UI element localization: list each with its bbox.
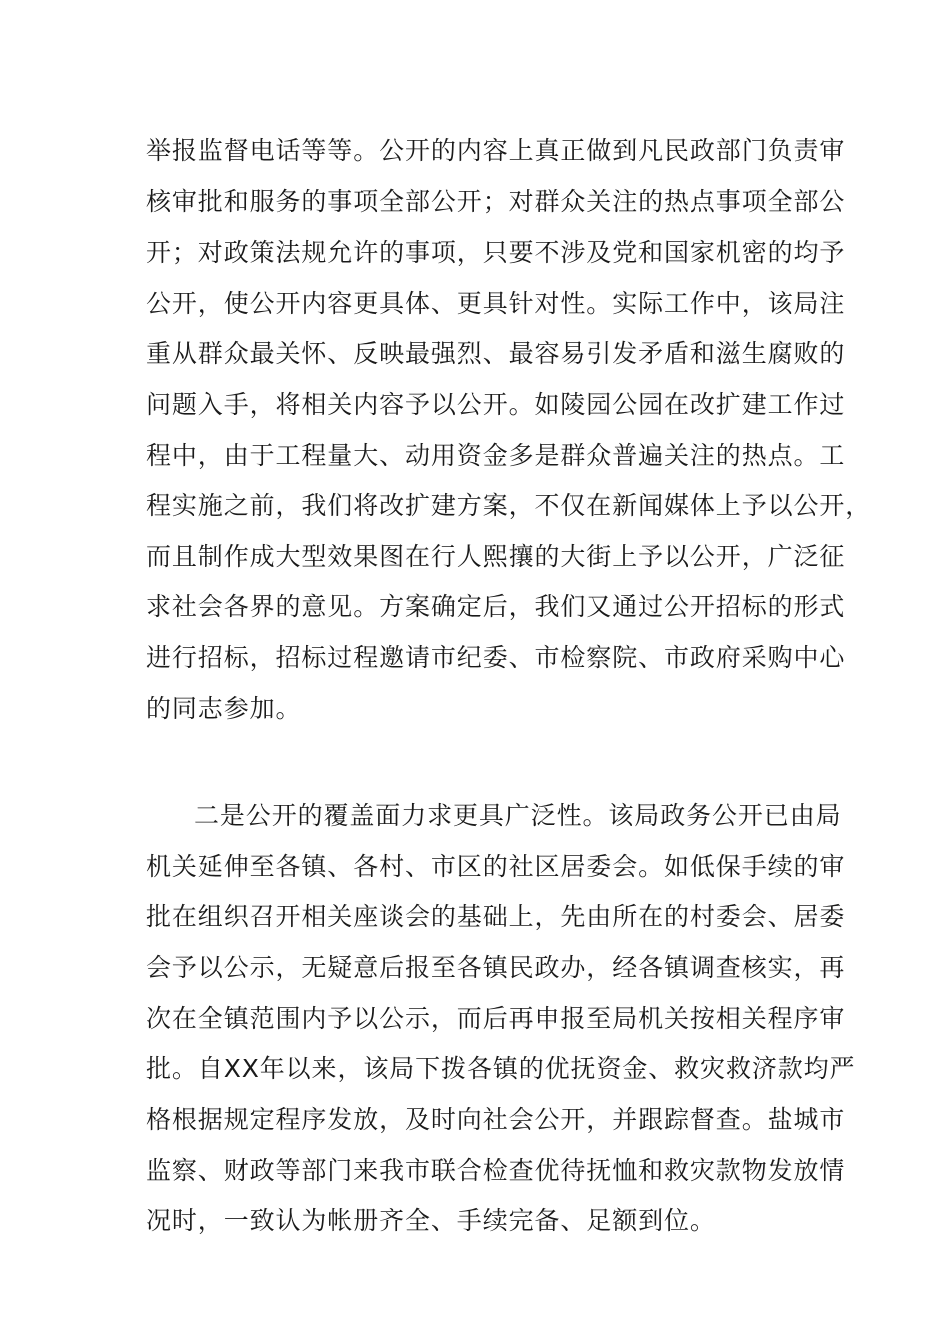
- paragraph-1-line-6: 问题入手，将相关内容予以公开。如陵园公园在改扩建工作过: [146, 390, 846, 419]
- paragraph-2-line-1: 二是公开的覆盖面力求更具广泛性。该局政务公开已由局: [194, 801, 842, 830]
- paragraph-1-line-7: 程中，由于工程量大、动用资金多是群众普遍关注的热点。工: [146, 441, 846, 470]
- paragraph-1-line-4: 公开，使公开内容更具体、更具针对性。实际工作中，该局注: [146, 289, 846, 318]
- paragraph-2-line-4: 会予以公示，无疑意后报至各镇民政办，经各镇调查核实，再: [146, 953, 846, 982]
- paragraph-2-line-7: 格根据规定程序发放，及时向社会公开，并跟踪督查。盐城市: [146, 1105, 846, 1134]
- paragraph-2-line-9: 况时，一致认为帐册齐全、手续完备、足额到位。: [146, 1206, 716, 1235]
- paragraph-1-line-2: 核审批和服务的事项全部公开；对群众关注的热点事项全部公: [146, 187, 846, 216]
- paragraph-2-line-5: 次在全镇范围内予以公示，而后再申报至局机关按相关程序审: [146, 1004, 846, 1033]
- paragraph-1-line-9: 而且制作成大型效果图在行人熙攘的大街上予以公开，广泛征: [146, 542, 846, 571]
- paragraph-1-line-5: 重从群众最关怀、反映最强烈、最容易引发矛盾和滋生腐败的: [146, 339, 846, 368]
- paragraph-1-line-3: 开；对政策法规允许的事项，只要不涉及党和国家机密的均予: [146, 238, 846, 267]
- paragraph-1-line-8: 程实施之前，我们将改扩建方案，不仅在新闻媒体上予以公开，: [146, 491, 872, 520]
- paragraph-2-line-6: 批。自XX年以来，该局下拨各镇的优抚资金、救灾救济款均严: [146, 1054, 856, 1083]
- paragraph-2-line-2: 机关延伸至各镇、各村、市区的社区居委会。如低保手续的审: [146, 852, 846, 881]
- paragraph-1-line-12: 的同志参加。: [146, 694, 302, 723]
- paragraph-2-line-8: 监察、财政等部门来我市联合检查优待抚恤和救灾款物发放情: [146, 1156, 846, 1185]
- paragraph-1-line-10: 求社会各界的意见。方案确定后，我们又通过公开招标的形式: [146, 592, 846, 621]
- paragraph-2-line-3: 批在组织召开相关座谈会的基础上，先由所在的村委会、居委: [146, 902, 846, 931]
- paragraph-1-line-1: 举报监督电话等等。公开的内容上真正做到凡民政部门负责审: [146, 136, 846, 165]
- paragraph-1-line-11: 进行招标，招标过程邀请市纪委、市检察院、市政府采购中心: [146, 643, 846, 672]
